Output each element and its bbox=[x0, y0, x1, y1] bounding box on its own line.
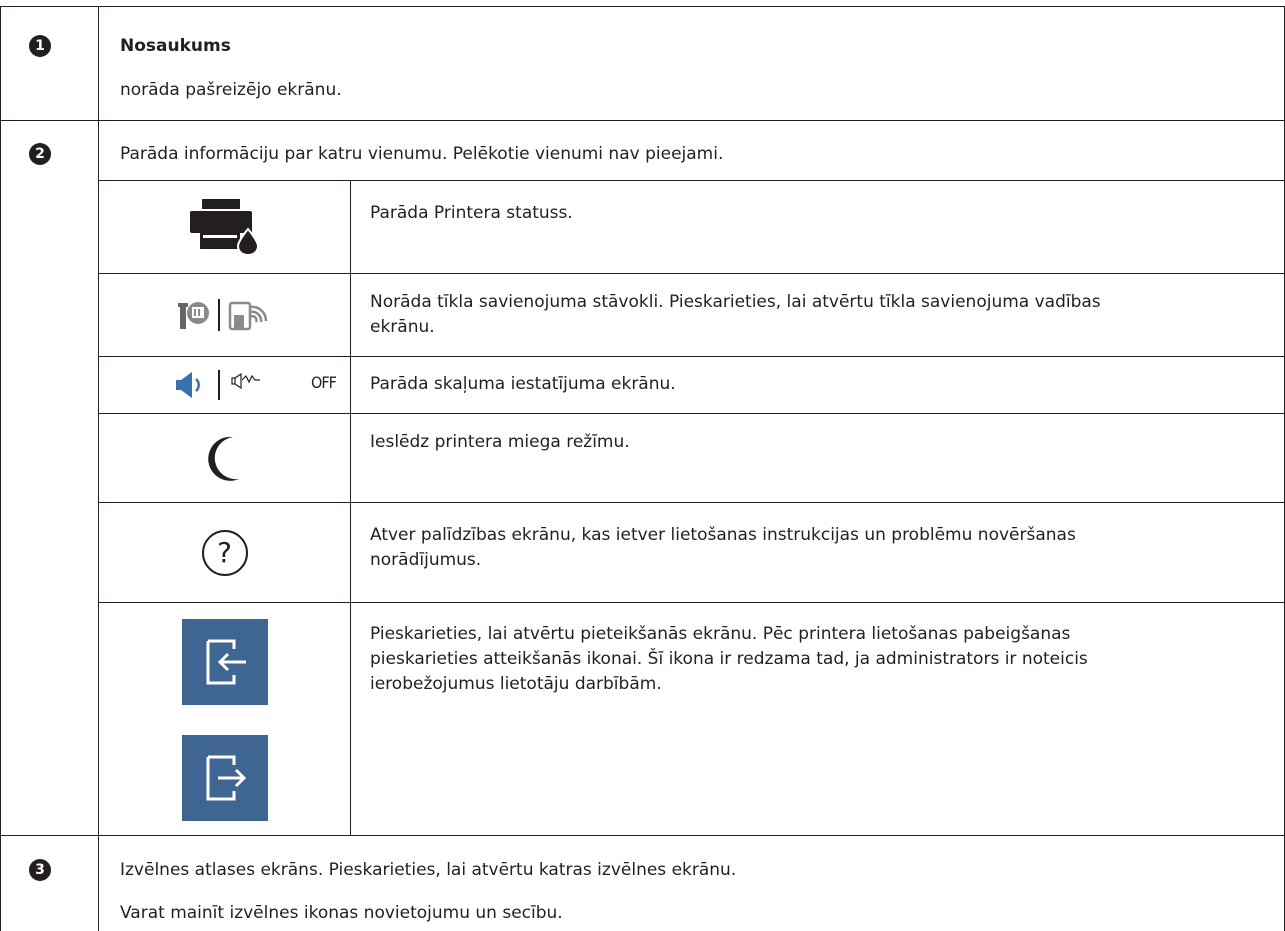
inner-icon-column-divider bbox=[350, 180, 351, 835]
section-1-number: 1 bbox=[29, 35, 51, 57]
sleep-icon-cell bbox=[99, 414, 350, 502]
row-divider-1 bbox=[0, 120, 1285, 121]
login-text-line-1: Pieskarieties, lai atvērtu pieteikšanās ekrānu. Pēc printera lietošanas pabeigšanas bbox=[370, 624, 1071, 644]
printer-status-icon-cell bbox=[99, 181, 350, 273]
section-3-description: Izvēlnes atlases ekrāns. Pieskarieties, lai atvērtu katras izvēlnes ekrānu. bbox=[120, 860, 737, 880]
network-status-icon bbox=[170, 297, 280, 333]
row-divider-2 bbox=[0, 835, 1285, 836]
inner-row-divider-5 bbox=[98, 602, 1285, 603]
help-text-line-1: Atver palīdzības ekrānu, kas ietver lietošanas instrukcijas un problēmu novēršanas bbox=[370, 525, 1076, 545]
volume-text: Parāda skaļuma iestatījuma ekrānu. bbox=[370, 374, 676, 394]
section-3-description-2: Varat mainīt izvēlnes ikonas novietojumu un secību. bbox=[120, 903, 563, 923]
help-text-line-2: norādījumus. bbox=[370, 550, 482, 570]
sleep-moon-icon bbox=[205, 435, 245, 481]
section-1-description: norāda pašreizējo ekrānu. bbox=[120, 80, 342, 100]
login-text-line-2: pieskarieties atteikšanās ikonai. Šī ikona ir redzama tad, ja administrators ir noteicis bbox=[370, 649, 1088, 669]
printer-status-icon bbox=[190, 199, 260, 255]
printer-status-text: Parāda Printera statuss. bbox=[370, 203, 573, 223]
table-border-top bbox=[0, 6, 1285, 7]
table-border-left bbox=[0, 6, 1, 931]
volume-off-label: OFF bbox=[311, 373, 336, 392]
section-2-number: 2 bbox=[29, 143, 51, 165]
login-icon bbox=[182, 619, 268, 705]
network-icon-cell bbox=[99, 274, 350, 356]
volume-icon bbox=[170, 370, 280, 400]
help-icon-cell bbox=[99, 503, 350, 602]
volume-icon-cell bbox=[99, 357, 350, 413]
network-text-line-1: Norāda tīkla savienojuma stāvokli. Pieskarieties, lai atvērtu tīkla savienojuma vadības bbox=[370, 292, 1101, 312]
network-text-line-2: ekrānu. bbox=[370, 317, 435, 337]
section-1-title: Nosaukums bbox=[120, 36, 231, 56]
section-3-number: 3 bbox=[29, 859, 51, 881]
login-text-line-3: ierobežojumus lietotāju darbībām. bbox=[370, 674, 662, 694]
section-2-description: Parāda informāciju par katru vienumu. Pelēkotie vienumi nav pieejami. bbox=[120, 144, 724, 164]
logout-icon bbox=[182, 735, 268, 821]
help-icon-glyph: ? bbox=[217, 535, 232, 569]
sleep-text: Ieslēdz printera miega režīmu. bbox=[370, 432, 630, 452]
help-icon bbox=[202, 530, 248, 576]
